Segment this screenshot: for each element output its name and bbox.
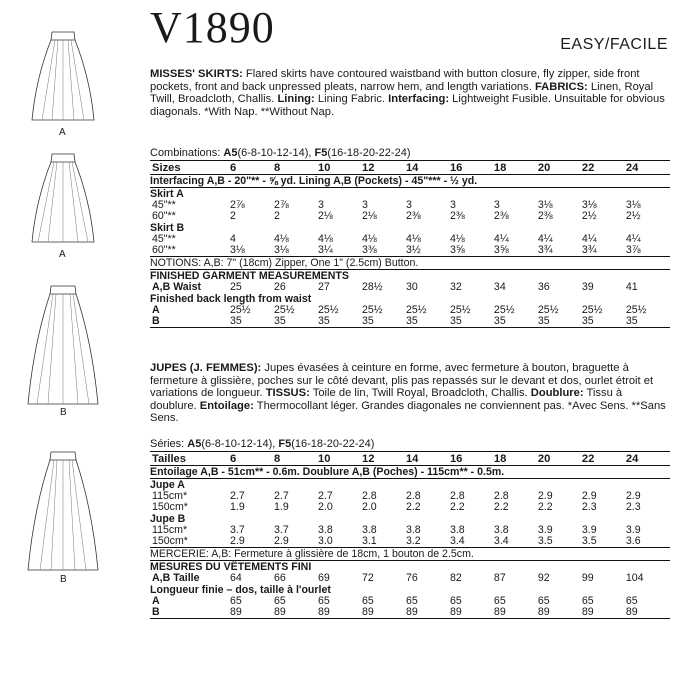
- cell: 3⅛: [581, 199, 597, 211]
- cell: 89: [230, 607, 274, 619]
- cell: 3.9: [625, 524, 641, 536]
- cell: 25½: [317, 304, 339, 316]
- cell: 4¼: [581, 233, 597, 245]
- combo-prefix: Séries:: [150, 438, 188, 450]
- cell: 30: [405, 281, 418, 293]
- table-row: [150, 282, 670, 293]
- cell: 1.9: [230, 501, 245, 513]
- cell: 2⅛: [361, 210, 377, 222]
- cell: 65: [493, 595, 506, 607]
- cell: 26: [274, 281, 286, 293]
- cell: 35: [318, 316, 362, 328]
- desc-text: Lining Fabric.: [314, 93, 389, 106]
- cell: 3.7: [230, 524, 245, 536]
- cell: 4¼: [625, 233, 641, 245]
- cell: 2.8: [361, 490, 377, 502]
- row-label: 45"**: [152, 199, 176, 211]
- cell: 65: [361, 595, 374, 607]
- cell: 65: [581, 595, 594, 607]
- skirt-b-figure-1: [24, 282, 102, 407]
- row-label: A,B Taille: [152, 572, 200, 584]
- figure-label: B: [60, 407, 67, 418]
- cell: 3¼: [317, 244, 333, 256]
- cell: 65: [274, 595, 286, 607]
- skirt-a-title: Jupe A: [150, 479, 670, 492]
- cell: 65: [405, 595, 418, 607]
- cell: 2½: [581, 210, 597, 222]
- cell: 1.9: [274, 501, 289, 513]
- cell: 3: [493, 199, 500, 211]
- size-header: 10: [318, 452, 362, 466]
- cell: 3.4: [493, 535, 509, 547]
- cell: 2: [230, 210, 236, 222]
- cell: 89: [538, 607, 582, 619]
- cell: 4⅛: [405, 233, 421, 245]
- cell: 104: [625, 572, 644, 584]
- cell: 3: [449, 199, 456, 211]
- cell: 25½: [625, 304, 647, 316]
- row-label: A: [152, 595, 160, 607]
- row-label: A,B Waist: [152, 281, 202, 293]
- desc-heading: MISSES' SKIRTS:: [150, 68, 243, 80]
- size-header: 10: [318, 161, 362, 175]
- table-row: [150, 502, 670, 513]
- cell: 25½: [361, 304, 383, 316]
- cell: 87: [493, 572, 506, 584]
- cell: 3.9: [581, 524, 597, 536]
- cell: 25: [230, 281, 242, 293]
- cell: 41: [625, 281, 638, 293]
- combo-sizes: (16-18-20-22-24): [327, 147, 411, 159]
- cell: 4⅛: [274, 233, 289, 245]
- cell: 89: [626, 607, 670, 619]
- cell: 2.2: [493, 501, 509, 513]
- finished-title: MESURES DU VÊTEMENTS FINI: [150, 561, 670, 574]
- size-header: 12: [362, 452, 406, 466]
- table-row: [150, 573, 670, 584]
- desc-text: Lightweight Fusible. Unsuitable for obvious diagonals. *With Nap. **Without Nap.: [150, 93, 665, 118]
- cell: 35: [494, 316, 538, 328]
- cell: 65: [230, 595, 242, 607]
- size-header: 16: [450, 452, 494, 466]
- cell: 66: [274, 572, 286, 584]
- table-row: [150, 316, 670, 328]
- size-header-label: Sizes: [150, 161, 230, 175]
- cell: 2⅞: [274, 199, 289, 211]
- size-header: 20: [538, 161, 582, 175]
- row-label: B: [150, 607, 230, 619]
- cell: 4¼: [493, 233, 509, 245]
- size-header: 20: [538, 452, 582, 466]
- cell: 27: [317, 281, 330, 293]
- skirt-a-figure-2: [28, 150, 98, 245]
- cell: 25½: [274, 304, 295, 316]
- size-header: 14: [406, 452, 450, 466]
- size-header: 12: [362, 161, 406, 175]
- size-header: 22: [582, 161, 626, 175]
- skirt-b-title: Skirt B: [150, 222, 185, 234]
- skirt-a-figure-1: [28, 28, 98, 123]
- cell: 3: [361, 199, 368, 211]
- size-header: 8: [274, 452, 318, 466]
- cell: 64: [230, 572, 242, 584]
- cell: 25½: [581, 304, 603, 316]
- row-label: 115cm*: [152, 524, 188, 536]
- french-description: [150, 362, 670, 425]
- desc-heading: Doublure:: [530, 387, 584, 400]
- size-header: 24: [626, 161, 670, 175]
- size-header: 6: [230, 161, 274, 175]
- cell: 2.9: [537, 490, 553, 502]
- cell: 3⅛: [230, 244, 245, 256]
- cell: 3.8: [317, 524, 333, 536]
- cell: 4¼: [537, 233, 553, 245]
- cell: 2.9: [581, 490, 597, 502]
- length-title: Longueur finie – dos, taille à l'ourlet: [150, 584, 331, 596]
- cell: 2½: [625, 210, 641, 222]
- row-label: B: [150, 316, 230, 328]
- figure-label: A: [59, 127, 66, 138]
- difficulty-label: EASY/FACILE: [560, 36, 668, 53]
- row-label: 45"**: [152, 233, 176, 245]
- table-row: [150, 607, 670, 619]
- cell: 65: [317, 595, 330, 607]
- combo-sizes: (6-8-10-12-14),: [237, 147, 315, 159]
- cell: 2.2: [449, 501, 465, 513]
- cell: 2.9: [274, 535, 289, 547]
- cell: 3.8: [493, 524, 509, 536]
- table-row: [150, 211, 670, 222]
- cell: 2.7: [230, 490, 245, 502]
- combo-code: F5: [314, 147, 328, 159]
- size-header: 18: [494, 161, 538, 175]
- skirt-b-figure-2: [24, 448, 102, 573]
- cell: 25½: [493, 304, 515, 316]
- cell: 3: [317, 199, 324, 211]
- cell: 3.2: [405, 535, 421, 547]
- cell: 3.8: [405, 524, 421, 536]
- cell: 2⅜: [405, 210, 421, 222]
- combo-sizes: (6-8-10-12-14),: [201, 438, 279, 450]
- cell: 3.4: [449, 535, 465, 547]
- cell: 39: [581, 281, 594, 293]
- cell: 3.8: [361, 524, 377, 536]
- cell: 35: [582, 316, 626, 328]
- cell: 89: [274, 607, 318, 619]
- cell: 89: [318, 607, 362, 619]
- cell: 3.5: [581, 535, 597, 547]
- size-header-row: [150, 452, 670, 466]
- desc-heading: FABRICS:: [534, 80, 588, 93]
- cell: 65: [625, 595, 638, 607]
- cell: 3.7: [274, 524, 289, 536]
- size-header-row: [150, 161, 670, 175]
- cell: 3.9: [537, 524, 553, 536]
- desc-heading: Entoilage:: [199, 399, 254, 412]
- english-size-table: [150, 160, 670, 328]
- cell: 4⅛: [449, 233, 465, 245]
- cell: 4⅛: [361, 233, 377, 245]
- skirt-a-title: Skirt A: [150, 188, 670, 201]
- cell: 2.2: [405, 501, 421, 513]
- cell: 2⅜: [537, 210, 553, 222]
- cell: 3⅞: [625, 244, 641, 256]
- cell: 3⅝: [449, 244, 465, 256]
- french-size-table: [150, 451, 670, 619]
- cell: 2.7: [274, 490, 289, 502]
- cell: 35: [538, 316, 582, 328]
- row-label: 150cm*: [152, 535, 188, 547]
- notions-line: MERCERIE: A,B: Fermeture à glissière de 18cm, 1 bouton de 2.5cm.: [150, 548, 670, 561]
- cell: 65: [537, 595, 550, 607]
- row-label: 115cm*: [152, 490, 188, 502]
- desc-text: Flared skirts have contoured waistband with button closure, fly zipper, side front pockets, front and back unpressed pleats, narrow hem, and length variations.: [150, 68, 640, 93]
- cell: 72: [361, 572, 374, 584]
- cell: 35: [406, 316, 450, 328]
- pattern-number: V1890: [150, 3, 275, 52]
- length-title: Finished back length from waist: [150, 293, 312, 305]
- french-combinations: [150, 438, 374, 450]
- cell: 2.3: [625, 501, 641, 513]
- size-header: 22: [582, 452, 626, 466]
- cell: 2⅞: [230, 199, 245, 211]
- cell: 25½: [449, 304, 471, 316]
- desc-text: Toile de lin, Twill Royal, Broadcloth, Challis.: [309, 387, 531, 400]
- cell: 4⅛: [317, 233, 333, 245]
- cell: 35: [230, 316, 274, 328]
- cell: 3½: [405, 244, 421, 256]
- cell: 92: [537, 572, 550, 584]
- desc-heading: Lining:: [277, 93, 315, 106]
- desc-text: Tissu à doublure.: [150, 387, 623, 412]
- cell: 3¾: [537, 244, 553, 256]
- cell: 2⅜: [493, 210, 509, 222]
- cell: 3.1: [361, 535, 377, 547]
- cell: 69: [317, 572, 330, 584]
- cell: 3.8: [449, 524, 465, 536]
- cell: 2.8: [405, 490, 421, 502]
- cell: 3.5: [537, 535, 553, 547]
- cell: 2⅜: [449, 210, 465, 222]
- cell: 2.7: [317, 490, 333, 502]
- cell: 2.9: [230, 535, 245, 547]
- english-description: [150, 68, 670, 118]
- cell: 2.2: [537, 501, 553, 513]
- cell: 65: [449, 595, 462, 607]
- desc-heading: TISSUS:: [265, 387, 310, 400]
- finished-title: FINISHED GARMENT MEASUREMENTS: [150, 270, 670, 283]
- cell: 89: [494, 607, 538, 619]
- cell: 76: [405, 572, 418, 584]
- cell: 25½: [405, 304, 427, 316]
- size-header: 18: [494, 452, 538, 466]
- cell: 2.0: [361, 501, 377, 513]
- size-header: 16: [450, 161, 494, 175]
- figure-label: B: [60, 574, 67, 585]
- interfacing-line: Interfacing A,B - 20"** - ⅝ yd. Lining A,B (Pockets) - 45"*** - ½ yd.: [150, 175, 670, 188]
- cell: 28½: [361, 281, 383, 293]
- cell: 25½: [537, 304, 559, 316]
- cell: 36: [537, 281, 550, 293]
- cell: 34: [493, 281, 506, 293]
- desc-text: Jupes évasées à ceinture en forme, avec fermeture à bouton, braguette à fermeture à glissière, poches sur le côté devant, plis pas repassés sur le devant et dos, ourlet étroit et variations de longueur.: [150, 362, 654, 400]
- cell: 89: [362, 607, 406, 619]
- cell: 35: [450, 316, 494, 328]
- cell: 3: [405, 199, 412, 211]
- interfacing-line: Entoilage A,B - 51cm** - 0.6m. Doublure A,B (Poches) - 115cm** - 0.5m.: [150, 466, 670, 479]
- size-header: 24: [626, 452, 670, 466]
- cell: 4: [230, 233, 236, 245]
- cell: 25½: [230, 304, 251, 316]
- cell: 2: [274, 210, 280, 222]
- cell: 2.8: [449, 490, 465, 502]
- cell: 3⅜: [361, 244, 377, 256]
- combo-sizes: (16-18-20-22-24): [291, 438, 375, 450]
- row-label: 150cm*: [152, 501, 188, 513]
- cell: 2.9: [625, 490, 641, 502]
- cell: 82: [449, 572, 462, 584]
- combo-code: A5: [187, 438, 202, 450]
- notions-line: NOTIONS: A,B: 7" (18cm) Zipper, One 1" (2.5cm) Button.: [150, 257, 670, 270]
- cell: 2.0: [317, 501, 333, 513]
- cell: 3.0: [317, 535, 333, 547]
- cell: 3¾: [581, 244, 597, 256]
- cell: 3⅛: [274, 244, 289, 256]
- cell: 35: [274, 316, 318, 328]
- cell: 3⅛: [537, 199, 553, 211]
- cell: 2⅛: [317, 210, 333, 222]
- desc-text: Thermocollant léger. Grandes diagonales ne conviennent pas. *Avec Sens. **Sans Sens.: [150, 399, 666, 425]
- row-label: A: [152, 304, 160, 316]
- size-header: 14: [406, 161, 450, 175]
- cell: 3.6: [625, 535, 641, 547]
- cell: 2.8: [493, 490, 509, 502]
- table-row: [150, 245, 670, 257]
- desc-text: Linen, Royal Twill, Broadcloth, Challis.: [150, 80, 654, 106]
- cell: 35: [362, 316, 406, 328]
- english-combinations: [150, 147, 410, 159]
- size-header: 6: [230, 452, 274, 466]
- desc-heading: Interfacing:: [388, 93, 450, 106]
- row-label: 60"**: [152, 244, 176, 256]
- combo-prefix: Combinations:: [150, 147, 224, 159]
- cell: 35: [626, 316, 670, 328]
- cell: 3⅛: [625, 199, 641, 211]
- cell: 89: [582, 607, 626, 619]
- cell: 89: [406, 607, 450, 619]
- table-row: [150, 536, 670, 548]
- size-header: 8: [274, 161, 318, 175]
- combo-code: F5: [278, 438, 292, 450]
- cell: 89: [450, 607, 494, 619]
- cell: 99: [581, 572, 594, 584]
- cell: 32: [449, 281, 462, 293]
- cell: 2.3: [581, 501, 597, 513]
- size-header-label: Tailles: [150, 452, 230, 466]
- desc-heading: JUPES (J. FEMMES):: [150, 362, 262, 374]
- figure-label: A: [59, 249, 66, 260]
- skirt-b-title: Jupe B: [150, 513, 186, 525]
- combo-code: A5: [223, 147, 238, 159]
- cell: 3⅝: [493, 244, 509, 256]
- row-label: 60"**: [152, 210, 176, 222]
